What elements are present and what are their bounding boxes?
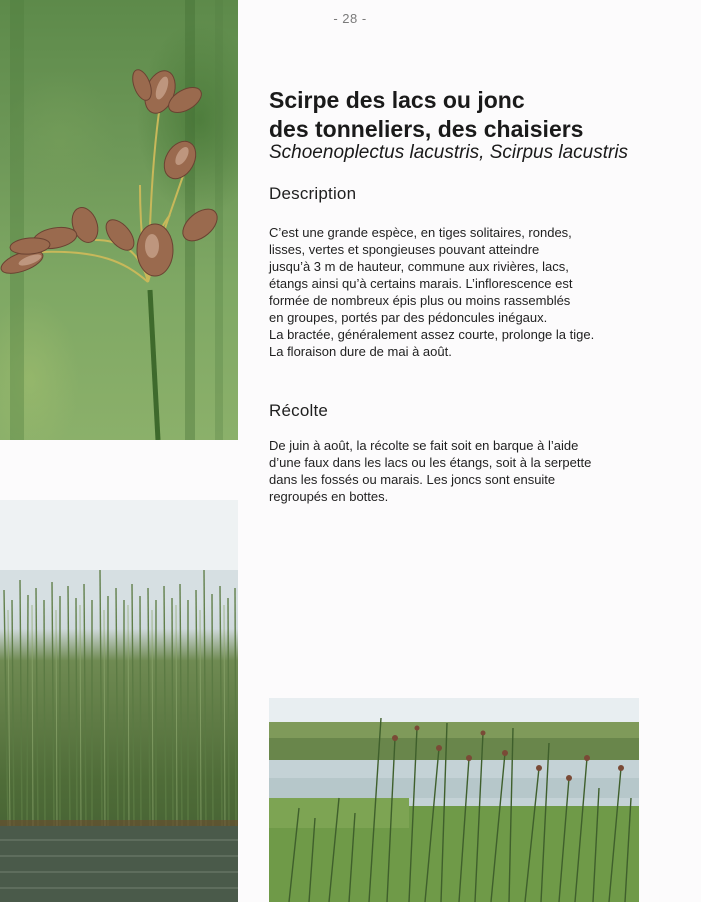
page-number: - 28 - [333,11,367,26]
harvest-heading: Récolte [269,401,329,420]
title-line-2: des tonneliers, des chaisiers [269,116,584,142]
scientific-name: Schoenoplectus lacustris, Scirpus lacustris [269,142,629,163]
description-line: C’est une grande espèce, en tiges solitaires, rondes, [269,225,572,240]
description-line: La bractée, généralement assez courte, prolonge la tige. [269,327,595,342]
harvest-line: d’une faux dans les lacs ou les étangs, soit à la serpette [269,455,592,470]
reed-bed-photo [0,500,238,902]
description-line: La floraison dure de mai à août. [269,344,452,359]
harvest-line: dans les fossés ou marais. Les joncs sont ensuite [269,472,556,487]
harvest-text [269,437,649,505]
harvest-line: De juin à août, la récolte se fait soit en barque à l’aide [269,438,579,453]
description-line: étangs ainsi qu’à certains marais. L’inflorescence est [269,276,573,291]
title-line-1: Scirpe des lacs ou jonc [269,87,525,113]
description-line: en groupes, portés par des pédoncules inégaux. [269,310,548,325]
description-line: formée de nombreux épis plus ou moins rassemblés [269,293,571,308]
description-line: lisses, vertes et spongieuses pouvant atteindre [269,242,540,257]
description-text [269,224,649,360]
harvest-line: regroupés en bottes. [269,489,389,504]
page-title [269,86,669,144]
description-line: jusqu’à 3 m de hauteur, commune aux rivières, lacs, [269,259,569,274]
description-heading: Description [269,184,357,203]
inflorescence-photo [0,0,238,440]
pond-rushes-photo [269,698,639,902]
